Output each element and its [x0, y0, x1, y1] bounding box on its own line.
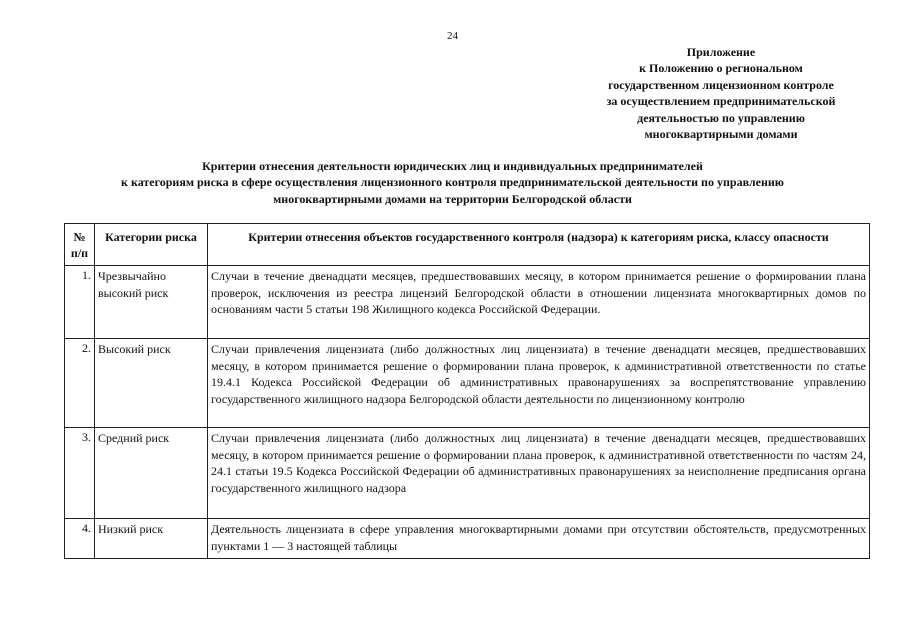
header-category: Категории риска [95, 224, 208, 266]
table-header-row [65, 224, 870, 266]
row-category: Средний риск [95, 428, 208, 519]
row-category: Низкий риск [95, 519, 208, 559]
row-criteria: Деятельность лицензиата в сфере управления многоквартирными домами при отсутствии обстоятельств, предусмотренных пунктами 1 — 3 настоящей таблицы [208, 519, 870, 559]
table-row [65, 519, 870, 559]
row-criteria: Случаи привлечения лицензиата (либо должностных лиц лицензиата) в течение двенадцати месяцев, предшествовавших месяцу, в котором принимается решение о формировании плана проверок, к административной ответственности по частям 24, 24.1 статьи 19.5 Кодекса Российской Федерации об административных правонарушениях за неисполнение предписания органа государственного жилищного надзора [208, 428, 870, 519]
appendix-line: многоквартирными домами [644, 127, 798, 142]
table-row [65, 428, 870, 519]
appendix-note [565, 44, 877, 142]
risk-criteria-table [64, 223, 870, 559]
row-number: 2. [65, 339, 95, 428]
title-line: многоквартирными домами на территории Белгородской области [273, 191, 632, 206]
row-number: 1. [65, 266, 95, 339]
row-criteria: Случаи в течение двенадцати месяцев, предшествовавших месяцу, в котором принимается решение о формировании плана проверок, исключения из реестра лицензий Белгородской области в отношении лицензиата многоквартирных домов по основаниям части 5 статьи 198 Жилищного кодекса Российской Федерации. [208, 266, 870, 339]
appendix-line: к Положению о региональном [639, 61, 803, 76]
row-number: 4. [65, 519, 95, 559]
row-number: 3. [65, 428, 95, 519]
table-row [65, 339, 870, 428]
title-line: Критерии отнесения деятельности юридических лиц и индивидуальных предпринимателей [202, 159, 703, 173]
appendix-line: Приложение [686, 45, 756, 59]
appendix-line: за осуществлением предпринимательской [606, 94, 836, 109]
title-line: к категориям риска в сфере осуществления лицензионного контроля предпринимательской деятельности по управлению [121, 175, 784, 190]
document-title [0, 158, 905, 207]
row-category: Чрезвычайно высокий риск [95, 266, 208, 339]
page-number: 24 [447, 30, 458, 42]
row-category: Высокий риск [95, 339, 208, 428]
row-criteria: Случаи привлечения лицензиата (либо должностных лиц лицензиата) в течение двенадцати месяцев, предшествовавших месяцу, в котором принимается решение о формировании плана проверок, к административной ответственности по статье 19.4.1 Кодекса Российской Федерации об административных правонарушениях за воспрепятствование управлению государственного жилищного надзора Белгородской области деятельности по лицензионному контролю [208, 339, 870, 428]
table-row [65, 266, 870, 339]
header-criteria: Критерии отнесения объектов государственного контроля (надзора) к категориям риска, классу опасности [208, 224, 870, 266]
appendix-line: государственном лицензионном контроле [608, 77, 834, 92]
appendix-line: деятельностью по управлению [637, 110, 805, 125]
header-num: № п/п [65, 224, 95, 266]
